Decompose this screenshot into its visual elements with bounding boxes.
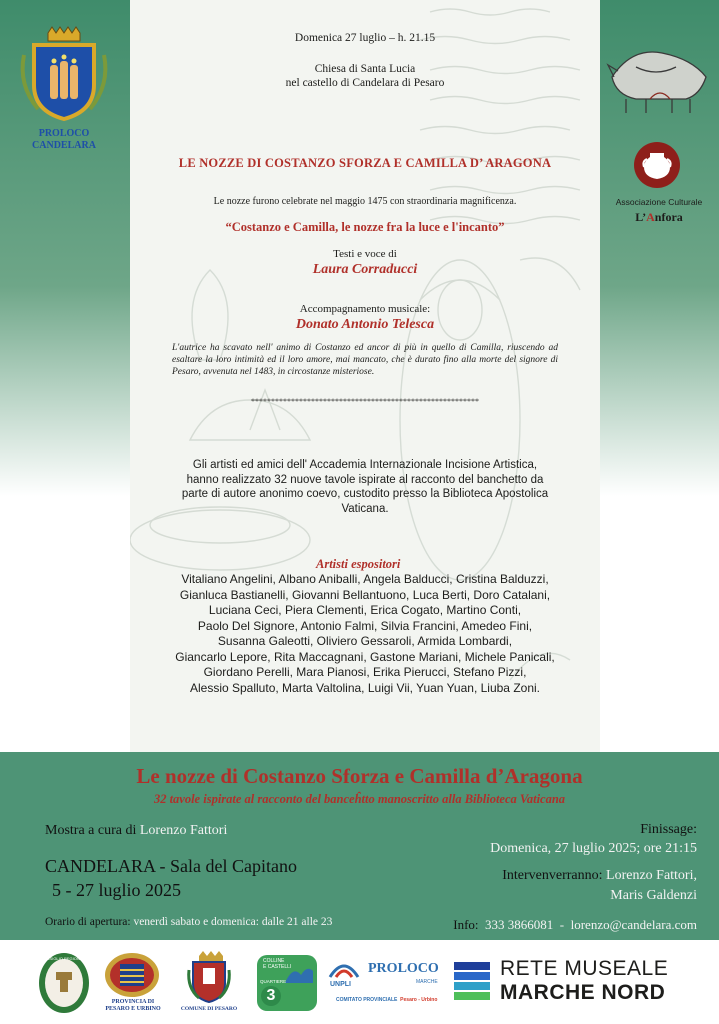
curator-prefix: Mostra a cura di: [45, 823, 140, 838]
comitato-label: [336, 997, 437, 1003]
museum-network-stripes-icon: [454, 962, 490, 1002]
exhibition-title: Le nozze di Costanzo Sforza e Camilla d’Aragona: [136, 764, 583, 788]
anfora-association-label: Associazione Culturale: [615, 197, 703, 207]
texts-label: Testi e voce di: [333, 248, 397, 260]
proloco-region: MARCHE: [416, 979, 438, 985]
proloco-line2: CANDELARA: [32, 140, 96, 151]
speakers-label: Intervenverranno:: [502, 868, 603, 883]
proloco-label: [14, 128, 114, 152]
academy-line2: hanno realizzato 32 nuove tavole ispirate al racconto del banchetto da: [186, 473, 544, 486]
curator-line: [45, 823, 227, 839]
city-crest-icon: [185, 950, 233, 1004]
music-label: Accompagnamento musicale:: [299, 303, 431, 315]
quartiere-title-line2: E CASTELLI: [263, 964, 292, 970]
proloco-loco: LOCO: [397, 961, 439, 976]
amphora-icon: [633, 141, 681, 189]
academy-line1: Gli artisti ed amici dell' Accademia Internazionale Incisione Artistica,: [192, 459, 538, 471]
artists-line: Alessio Spalluto, Marta Valtolina, Luigi Vii, Yuan Yuan, Liuba Zoni.: [189, 680, 540, 695]
academy-text: [130, 458, 600, 516]
rete-museale-line2: MARCHE NORD: [500, 981, 666, 1004]
curator-name: Lorenzo Fattori: [139, 823, 228, 838]
info-email[interactable]: lorenzo@candelara.com: [570, 917, 697, 932]
hills-icon: [285, 963, 313, 983]
info-separator: -: [559, 917, 565, 932]
anfora-name: [606, 210, 712, 225]
event-place-line1: Chiesa di Santa Lucia: [314, 63, 416, 75]
provincia-line1: PROVINCIA DI: [111, 999, 155, 1005]
speakers-line1: [502, 868, 697, 884]
artists-line: Vitaliano Angelini, Albano Aniballi, Angela Balducci, Cristina Balduzzi,: [181, 572, 549, 586]
hours-value: venerdì sabato e domenica: dalle 21 alle 23: [133, 916, 333, 928]
comune-pesaro-label: COMUNE DI PESARO: [180, 1006, 238, 1012]
provincia-label: [98, 999, 168, 1013]
hours-label: Orario di apertura:: [45, 916, 131, 928]
finissage-value: Domenica, 27 luglio 2025; ore 21:15: [490, 841, 697, 856]
regional-council-ring-text: CONSIGLIO REGIONALE: [40, 956, 88, 961]
artists-heading: Artisti espositori: [316, 557, 401, 571]
rhino-emblem: [606, 37, 712, 119]
rhinoceros-icon: [606, 37, 712, 119]
texts-author: Laura Corraducci: [312, 262, 418, 277]
comitato-text: COMITATO PROVINCIALE: [336, 997, 398, 1003]
anfora-logo: [633, 141, 681, 189]
regional-council-seal-icon: [38, 952, 90, 1014]
event-title: LE NOZZE DI COSTANZO SFORZA E CAMILLA D’ ARAGONA: [178, 156, 552, 170]
artists-list: [130, 572, 600, 696]
info-line: [453, 917, 697, 933]
province-crest-icon: [104, 952, 160, 998]
artists-line: Giordano Perelli, Mara Pianosi, Erika Pierucci, Stefano Pizzi,: [203, 665, 527, 679]
crest-icon: [14, 25, 114, 125]
quartiere-number: 3: [261, 986, 281, 1006]
unpli-text: UNPLI: [330, 981, 351, 988]
exhibition-dates: 5 - 27 luglio 2025: [52, 880, 181, 900]
academy-line3: parte di autore anonimo coevo, custodito presso la Biblioteca Apostolica: [181, 488, 549, 500]
unpli-arc-icon: [328, 959, 360, 979]
event-date-time: Domenica 27 luglio – h. 21.15: [294, 32, 436, 44]
info-phone[interactable]: 333 3866081: [485, 917, 554, 932]
rete-museale-wordmark: [500, 957, 668, 1005]
academy-line4: Vaticana.: [341, 502, 389, 515]
anfora-name-accent: A: [646, 210, 655, 224]
anfora-name-post: nfora: [654, 210, 683, 224]
provincia-line2: PESARO E URBINO: [105, 1006, 161, 1012]
unpli-proloco-logo: [328, 955, 448, 1015]
consiglio-regionale-logo: [38, 952, 90, 1014]
info-label: Info:: [453, 917, 479, 932]
artists-line: Luciana Ceci, Piera Clementi, Erica Cogato, Martino Conti,: [208, 603, 522, 617]
proloco-candelara-logo: [14, 25, 114, 125]
speaker-1: Lorenzo Fattori,: [606, 868, 697, 883]
rete-museale-mark: [454, 962, 490, 1002]
event-intro: Le nozze furono celebrate nel maggio 1475 con straordinaria magnificenza.: [213, 196, 517, 207]
venue: CANDELARA - Sala del Capitano: [45, 856, 297, 876]
event-description: L'autrice ha scavato nell' animo di Costanzo ed ancor di più in quello di Camilla, riuscendo ad esaltare la loro intimità ed il loro amore, mai mancato, che è durato fino alla morte del signore di Pesaro, avvenuta nel 1483, in circostanze misteriose.: [172, 343, 558, 377]
music-author: Donato Antonio Telesca: [295, 317, 435, 332]
proloco-wordmark: [368, 961, 439, 977]
anfora-name-pre: L’: [635, 210, 647, 224]
artists-line: Giancarlo Lepore, Rita Maccagnani, Gastone Mariani, Michele Panicali,: [175, 649, 555, 664]
rete-museale-line1: RETE MUSEALE: [500, 957, 669, 980]
proloco-pro: PRO: [368, 961, 398, 976]
separator: *********************************************************: [251, 397, 479, 406]
artists-line: Susanna Galeotti, Oliviero Gessaroli, Armida Lombardi,: [217, 634, 513, 648]
artists-line: Paolo Del Signore, Antonio Falmi, Silvia Francini, Amedeo Fini,: [197, 618, 533, 633]
quartiere-title-line1: COLLINE: [263, 958, 285, 964]
quartiere-3-logo: [257, 955, 317, 1011]
event-quote: “Costanzo e Camilla, le nozze fra la luce e l'incanto”: [225, 220, 505, 234]
opening-hours: [45, 916, 332, 928]
quartiere-word: QUARTIERE: [260, 979, 287, 984]
comitato-city: Pesaro - Urbino: [400, 997, 438, 1003]
proloco-line1: PROLOCO: [38, 128, 90, 139]
event-place-line2: nel castello di Candelara di Pesaro: [285, 77, 445, 89]
exhibition-subtitle: 32 tavole ispirate al racconto del banceĥtto manoscritto alla Biblioteca Vaticana: [153, 792, 566, 806]
provincia-logo: [104, 952, 160, 998]
comune-pesaro-logo: [185, 950, 233, 1004]
finissage-label: Finissage:: [640, 822, 697, 837]
artists-line: Gianluca Bastianelli, Giovanni Bellantuono, Luca Berti, Doro Catalani,: [179, 587, 551, 602]
speaker-2: Maris Galdenzi: [610, 888, 697, 903]
